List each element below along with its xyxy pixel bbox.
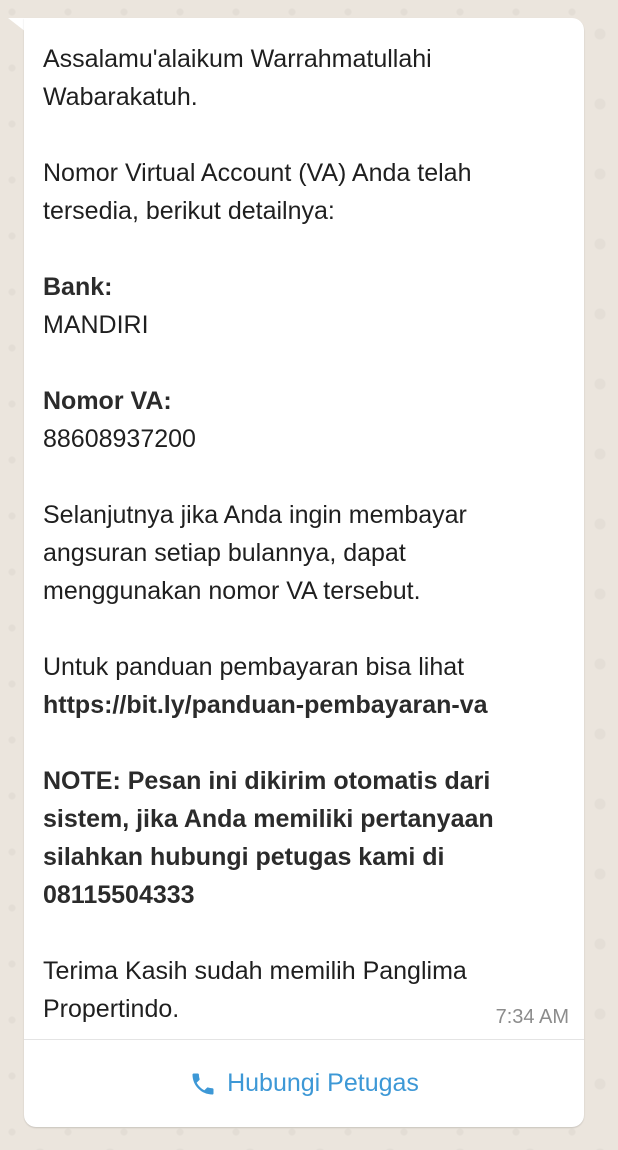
instruction-text: Selanjutnya jika Anda ingin membayar angsuran setiap bulannya, dapat menggunakan nomor VA tersebut. xyxy=(43,501,467,605)
guide-block xyxy=(43,648,568,724)
intro-text: Nomor Virtual Account (VA) Anda telah tersedia, berikut detailnya: xyxy=(43,159,472,225)
phone-icon xyxy=(189,1070,217,1098)
message-bubble xyxy=(24,18,584,1127)
closing-text: Terima Kasih sudah memilih Panglima Propertindo. xyxy=(43,957,467,1023)
contact-officer-label: Hubungi Petugas xyxy=(227,1069,419,1097)
va-block xyxy=(43,382,568,458)
greeting-text: Assalamu'alaikum Warrahmatullahi Wabarakatuh. xyxy=(43,45,432,111)
note-bold: NOTE: Pesan ini dikirim otomatis dari sistem, jika Anda memiliki pertanyaan silahkan hubungi petugas kami di 08115504333 xyxy=(43,767,494,909)
contact-officer-button[interactable] xyxy=(24,1040,584,1127)
message-timestamp: 7:34 AM xyxy=(495,1006,569,1028)
bank-value: MANDIRI xyxy=(43,311,149,339)
guide-link[interactable]: https://bit.ly/panduan-pembayaran-va xyxy=(43,691,488,719)
va-number: 88608937200 xyxy=(43,425,196,453)
va-label: Nomor VA: xyxy=(43,387,172,415)
bank-label: Bank: xyxy=(43,273,113,301)
guide-text: Untuk panduan pembayaran bisa lihat xyxy=(43,653,465,681)
bank-block xyxy=(43,268,568,344)
message-text xyxy=(43,40,568,1028)
note-text xyxy=(43,762,568,914)
